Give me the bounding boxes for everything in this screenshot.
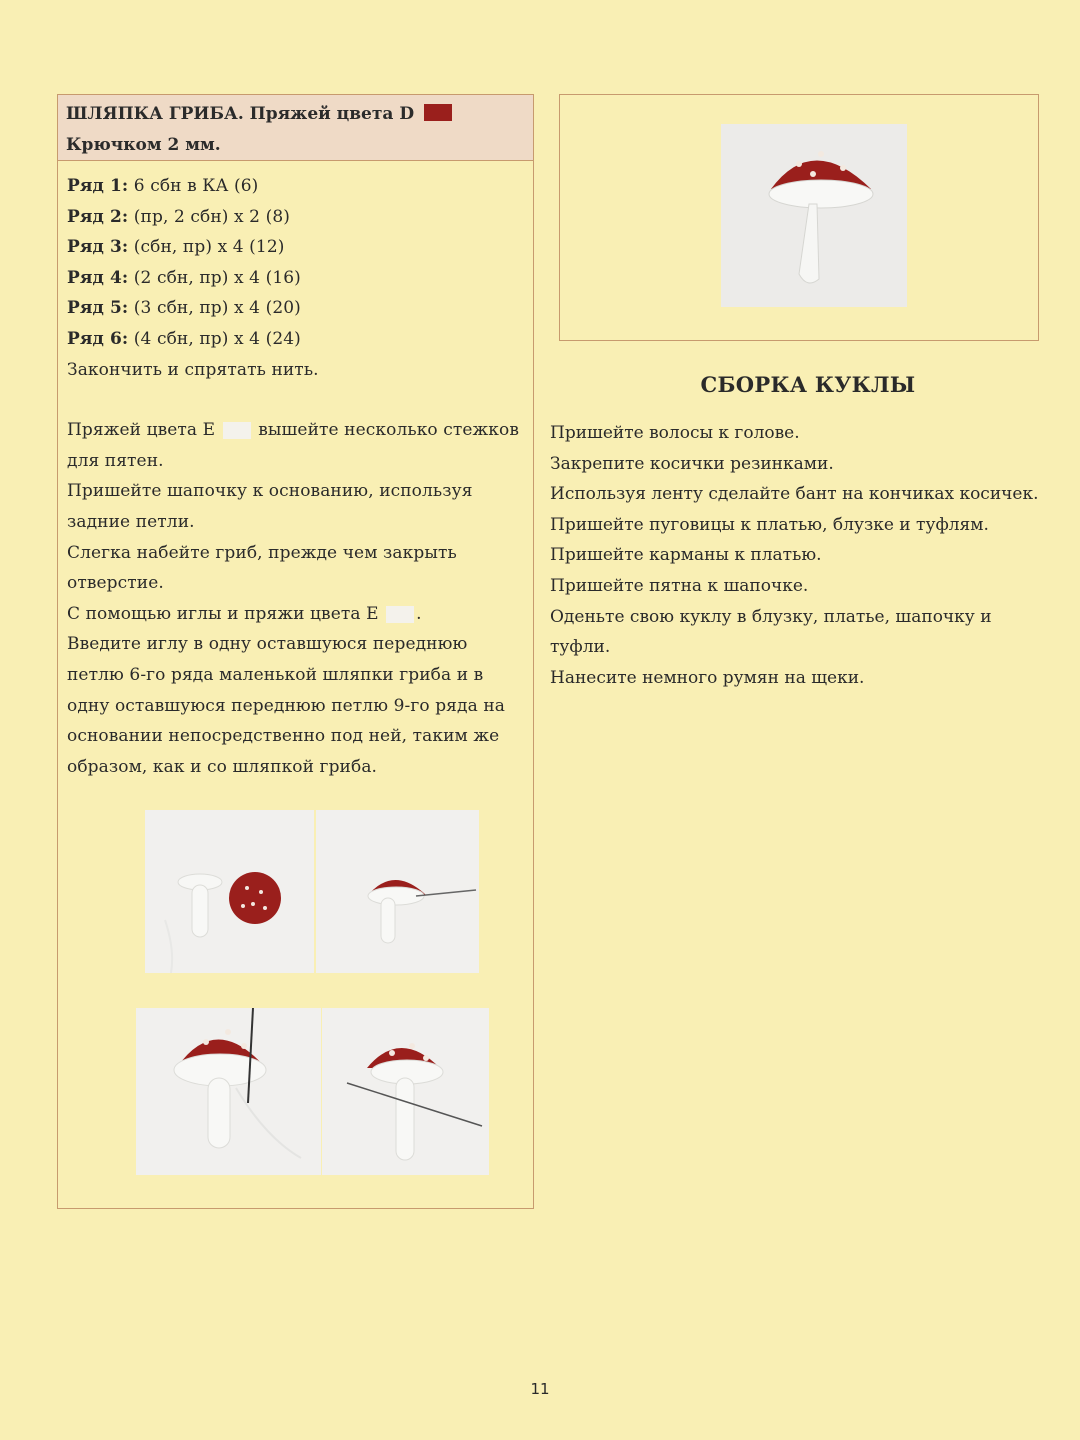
assembly-title: СБОРКА КУКЛЫ — [700, 372, 916, 397]
pattern-body — [58, 161, 533, 782]
step-photo-parts — [145, 810, 314, 973]
finish-text: Закончить и спрятать нить. — [67, 359, 319, 380]
instruction-insert-needle: Введите иглу в одну оставшуюся переднюю петлю 6-го ряда маленькой шляпки гриба и в одну оставшуюся переднюю петлю 9-го ряда на основании непосредственно под ней, таким же образом, как и со шляпкой гриба. — [67, 634, 505, 777]
assembly-step: Пришейте волосы к голове. — [550, 423, 800, 443]
assembly-step: Пришейте пуговицы к платью, блузке и туфлям. — [550, 514, 989, 535]
instruction-spots: Пряжей цвета Е вышейте несколько стежков для пятен. — [67, 420, 520, 471]
assembly-step: Закрепите косички резинками. — [550, 453, 834, 474]
pattern-row — [67, 202, 525, 233]
row-label: Ряд 4: — [67, 267, 129, 288]
row-label: Ряд 6: — [67, 328, 129, 349]
row-label: Ряд 5: — [67, 298, 129, 319]
pattern-row — [67, 263, 525, 294]
yarn-color-e-swatch — [223, 422, 251, 439]
step-photo-sewing-cap — [316, 810, 479, 973]
row-list — [67, 171, 525, 355]
assembly-steps — [550, 418, 1050, 693]
assembly-step: Пришейте пятна к шапочке. — [550, 575, 809, 596]
pattern-title: ШЛЯПКА ГРИБА. Пряжей цвета D — [66, 104, 415, 124]
pattern-row — [67, 324, 525, 355]
row-label: Ряд 3: — [67, 237, 129, 258]
pattern-row — [67, 293, 525, 324]
step-photo-needle-through — [136, 1008, 321, 1175]
finished-mushroom-photo — [721, 124, 907, 307]
step-photo-finished-joint — [322, 1008, 489, 1175]
assembly-step: Используя ленту сделайте бант на кончиках косичек. — [550, 484, 1039, 505]
row-text: (2 сбн, пр) х 4 (16) — [128, 267, 301, 288]
instruction-needle: С помощью иглы и пряжи цвета Е . — [67, 603, 422, 624]
yarn-color-e-swatch-2 — [386, 606, 414, 623]
row-text: (пр, 2 сбн) х 2 (8) — [128, 206, 290, 227]
assembly-step: Оденьте свою куклу в блузку, платье, шапочку и туфли. — [550, 606, 992, 658]
row-text: (4 сбн, пр) х 4 (24) — [128, 328, 301, 349]
row-label: Ряд 2: — [67, 206, 129, 227]
pattern-header — [58, 95, 533, 161]
page-number: 11 — [530, 1380, 550, 1398]
row-label: Ряд 1: — [67, 176, 129, 196]
row-text: (3 сбн, пр) х 4 (20) — [128, 298, 301, 319]
instruction-stuff: Слегка набейте гриб, прежде чем закрыть отверстие. — [67, 542, 457, 594]
row-text: (сбн, пр) х 4 (12) — [128, 237, 285, 258]
yarn-color-d-swatch — [424, 104, 452, 121]
pattern-row — [67, 232, 525, 263]
assembly-step: Нанесите немного румян на щеки. — [550, 667, 865, 688]
hook-size: Крючком 2 мм. — [66, 135, 221, 155]
pattern-row — [67, 171, 525, 202]
row-text: 6 сбн в КА (6) — [128, 176, 259, 196]
assembly-step: Пришейте карманы к платью. — [550, 545, 822, 566]
instruction-sew-cap: Пришейте шапочку к основанию, используя задние петли. — [67, 481, 473, 532]
